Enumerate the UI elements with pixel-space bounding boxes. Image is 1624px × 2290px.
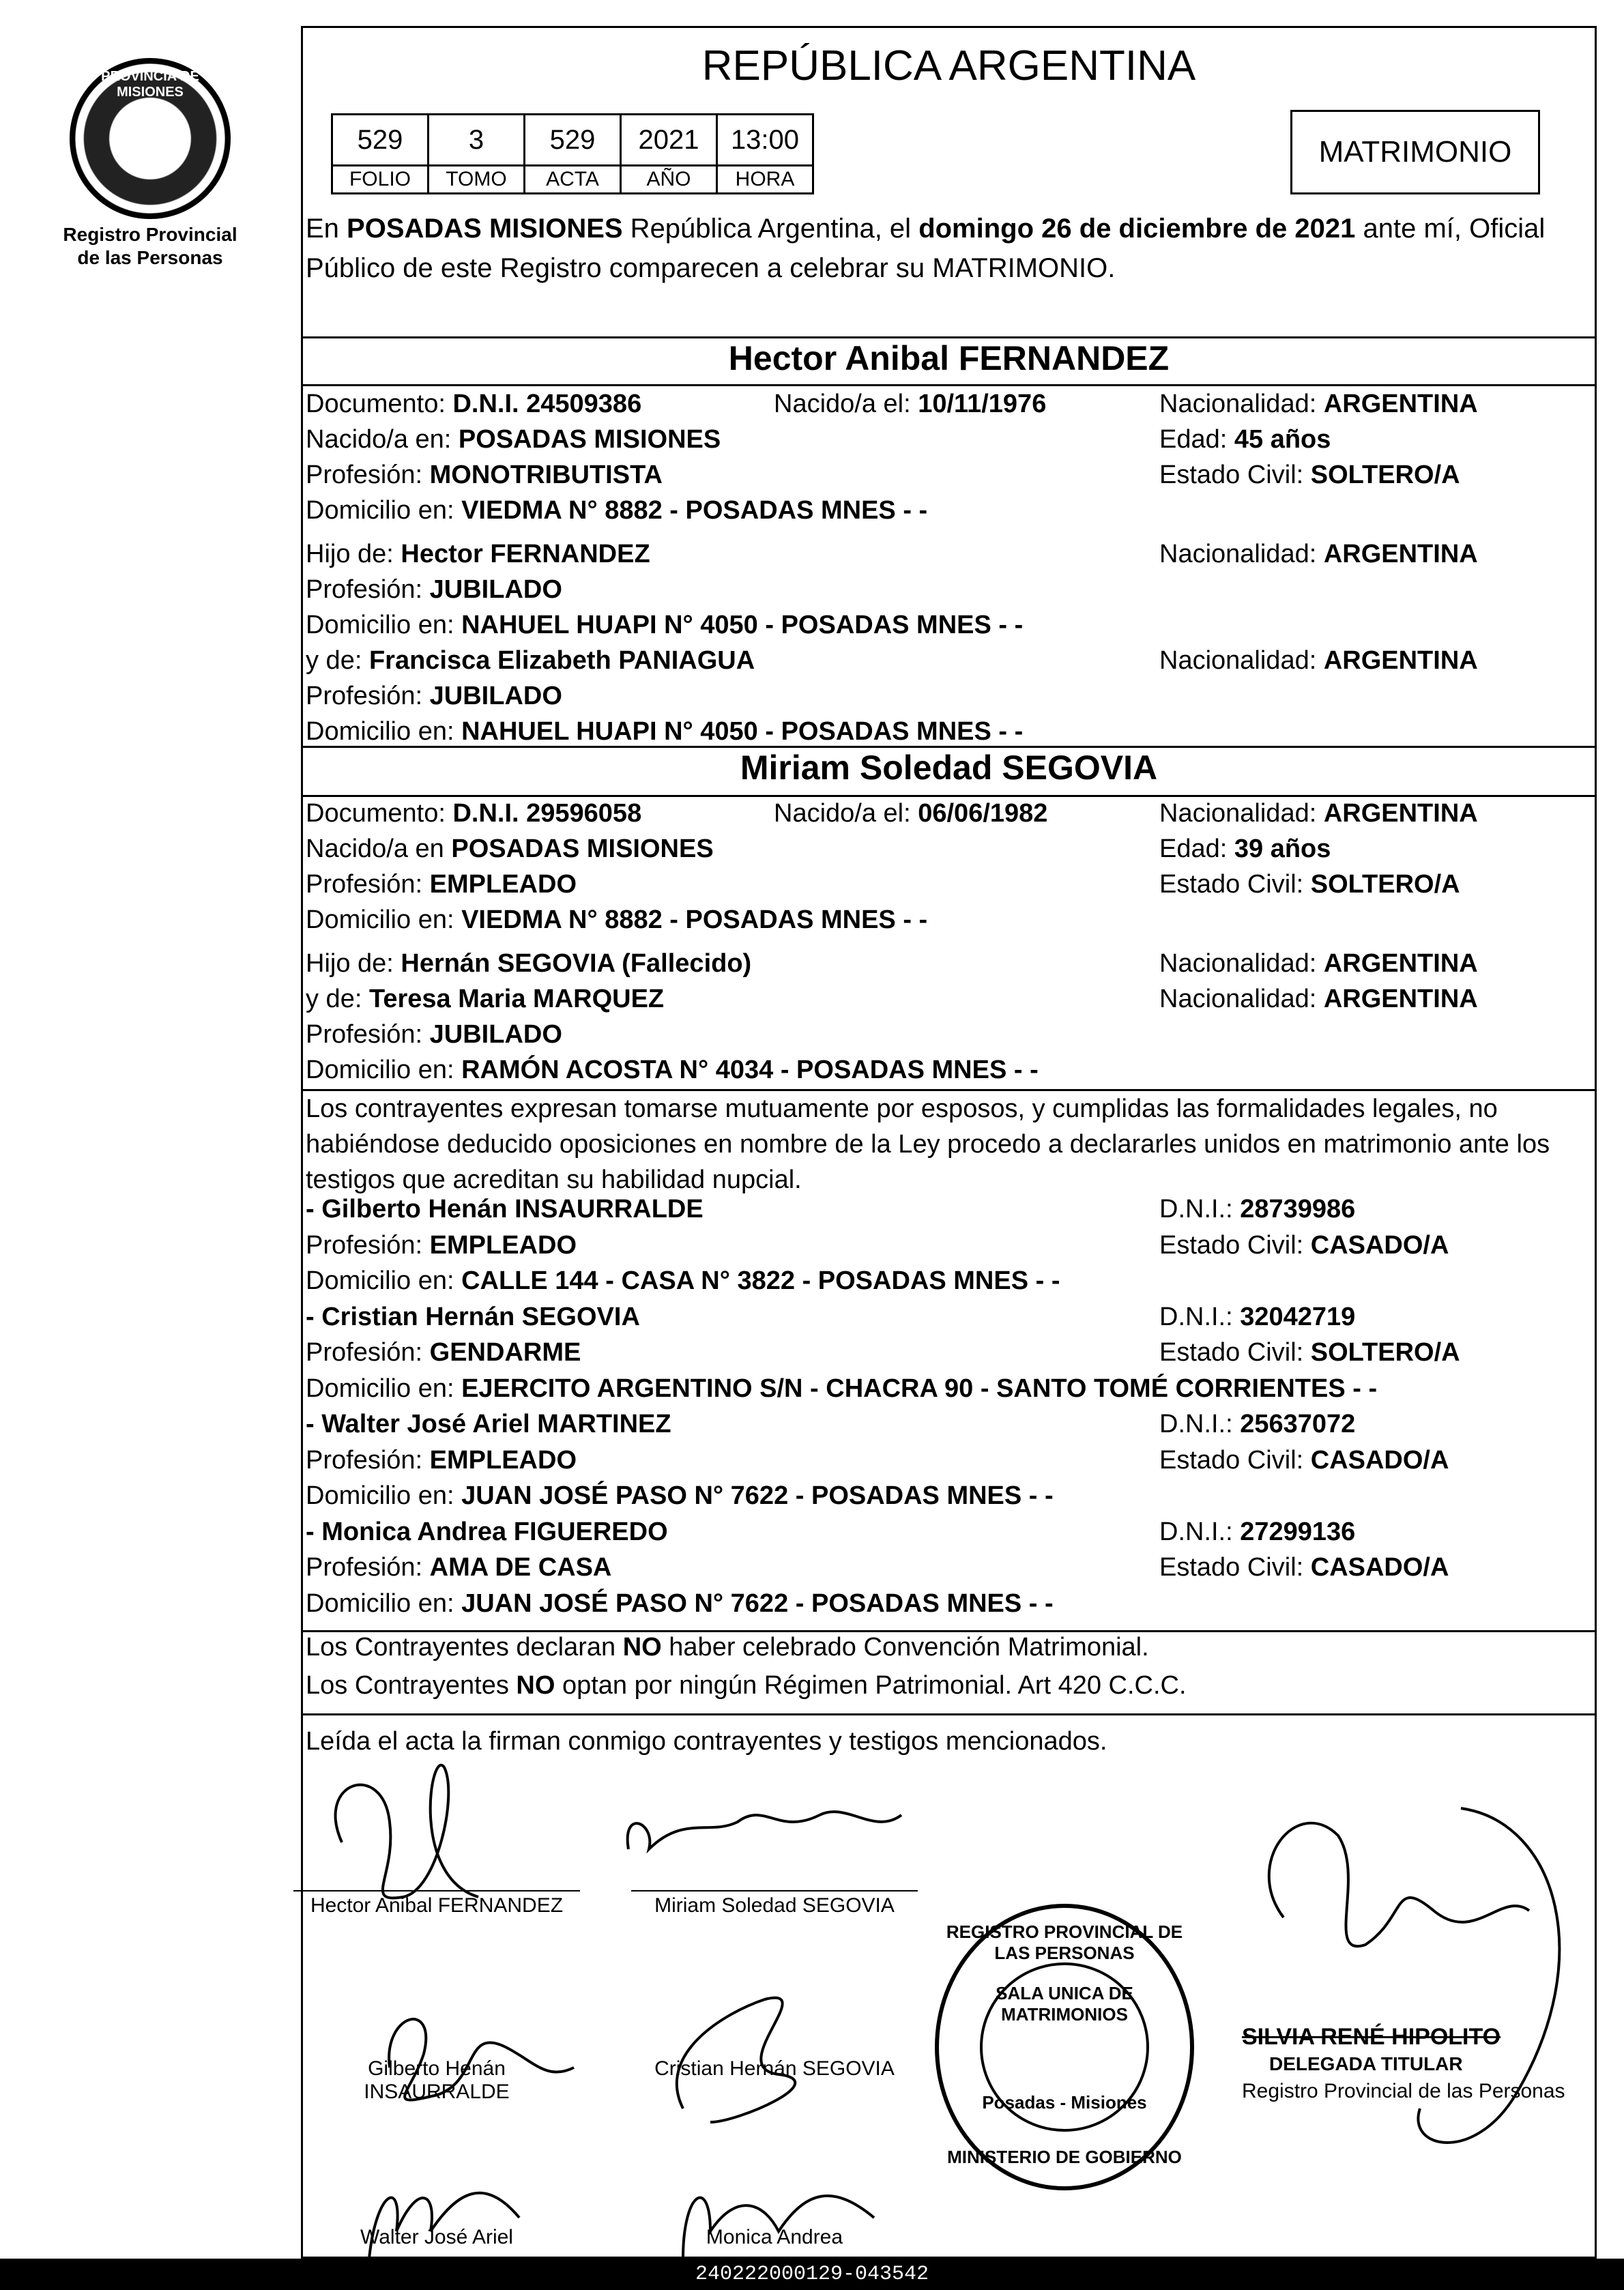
convention-text [306,1633,1149,1662]
record-value: 2021 [622,115,716,166]
field-label: Domicilio en: [306,496,462,525]
signature-name: Monica Andrea [706,2226,843,2248]
field-value: ARGENTINA [1323,799,1478,828]
field-label: Estado Civil: [1159,1445,1311,1475]
field-value: JUAN JOSÉ PASO N° 7622 - POSADAS MNES - - [461,1481,1054,1510]
stamp-city: Posadas - Misiones [982,2092,1147,2113]
signature-caption-witness-4 [631,2226,918,2249]
official-name: SILVIA RENÉ HIPOLITO [1242,2024,1501,2050]
field-value: EMPLEADO [429,1445,577,1475]
groom-row-right [1159,540,1478,569]
divider [303,384,1595,386]
witness-dni [1159,1303,1355,1332]
field-value: CALLE 144 - CASA N° 3822 - POSADAS MNES - - [461,1266,1060,1295]
record-label: AÑO [646,168,691,190]
field-label: Profesión: [306,1230,430,1260]
record-label: FOLIO [349,168,411,190]
bride-row [306,949,751,979]
field-value: VIEDMA N° 8882 - POSADAS MNES - - [461,905,928,934]
field-value: 10/11/1976 [918,390,1047,418]
signature-line [631,1890,918,1892]
witness-dni [1159,1195,1355,1224]
bride-row [306,835,714,864]
field-label: D.N.I.: [1159,1410,1241,1438]
official-block [1242,2023,1565,2105]
field-value: NAHUEL HUAPI N° 4050 - POSADAS MNES - - [461,717,1024,746]
logo-caption [61,223,239,270]
field-value: CASADO/A [1310,1553,1449,1582]
bride-row [306,985,664,1014]
record-value: 529 [525,115,620,166]
record-box [620,113,718,194]
field-value: ARGENTINA [1323,646,1478,675]
signature-bride [628,1812,901,1849]
intro-date: domingo 26 de diciembre de 2021 [918,214,1356,244]
bride-name: Miriam Soledad SEGOVIA [740,749,1158,787]
field-value: ARGENTINA [1323,949,1478,978]
field-value: ARGENTINA [1323,390,1478,418]
field-value: Hernán SEGOVIA (Fallecido) [401,949,752,978]
groom-row [306,461,663,490]
field-value: - Cristian Hernán SEGOVIA [306,1302,640,1331]
groom-row [306,425,721,454]
document-code-bar: 240222000129-043542 [0,2259,1624,2290]
field-label: Nacido/a el: [774,390,918,418]
closing-text: Leída el acta la firman conmigo contrayentes y testigos mencionados. [306,1727,1107,1756]
field-value: POSADAS MISIONES [451,835,714,863]
witness-dni [1159,1410,1355,1439]
field-label: Nacionalidad: [1159,949,1324,978]
intro-place: POSADAS MISIONES [347,214,623,244]
bride-row [306,1056,1039,1085]
groom-row-right [1159,425,1331,454]
field-label: Domicilio en: [306,717,462,746]
stamp-inner-text: SALA UNICA DE MATRIMONIOS [996,1983,1133,2025]
groom-row [306,611,1023,640]
field-label: Profesión: [306,461,430,489]
field-label: Documento: [306,799,453,828]
bride-row [306,1020,562,1049]
witness-profession [306,1231,577,1260]
field-value: Hector FERNANDEZ [401,540,650,568]
regime-text [306,1671,1187,1700]
record-label: TOMO [446,168,507,190]
field-value: CASADO/A [1310,1445,1449,1475]
record-box [331,113,429,194]
record-type-box: MATRIMONIO [1290,110,1540,194]
seal-text: PROVINCIA DE MISIONES [101,69,199,100]
registry-logo [61,58,239,270]
witness-address [306,1374,1377,1404]
witness-civil-status [1159,1338,1460,1367]
signature-name: Gilberto Henán [368,2057,506,2080]
field-value: 32042719 [1240,1302,1356,1331]
field-label: Nacionalidad: [1159,540,1324,568]
field-value: GENDARME [429,1338,581,1367]
regime-no: NO [516,1671,555,1700]
official-role: DELEGADA TITULAR [1269,2053,1463,2074]
stamp-bottom-text: MINISTERIO DE GOBIERNO [947,2147,1182,2167]
groom-row-birthdate [774,390,1046,419]
groom-row [306,496,927,525]
field-value: EMPLEADO [429,1230,577,1260]
field-value: SOLTERO/A [1310,1338,1460,1367]
field-label: Profesión: [306,1338,430,1367]
divider [303,1713,1595,1715]
field-label: y de: [306,985,369,1013]
field-value: 25637072 [1240,1410,1356,1438]
field-label: Documento: [306,390,453,418]
groom-row-right [1159,461,1460,490]
field-value: - Gilberto Henán INSAURRALDE [306,1195,704,1223]
field-label: Nacionalidad: [1159,646,1324,675]
logo-caption-line-1: Registro Provincial [63,224,237,245]
field-label: Profesión: [306,1553,430,1582]
field-label: Profesión: [306,1020,430,1049]
witness-profession [306,1446,577,1475]
bride-row-right [1159,870,1460,899]
field-value: RAMÓN ACOSTA N° 4034 - POSADAS MNES - - [461,1056,1039,1084]
bride-row [306,799,641,828]
signature-caption-witness-2 [631,2057,918,2081]
witness-civil-status [1159,1231,1449,1260]
field-value: D.N.I. 29596058 [452,799,642,828]
witness-name [306,1303,640,1332]
field-value: SOLTERO/A [1310,461,1460,489]
signature-official [1269,1823,1529,1947]
bride-row [306,905,927,935]
record-box [427,113,525,194]
field-value: JUBILADO [429,1020,562,1049]
signature-line [293,1890,580,1892]
field-label: Nacido/a el: [774,799,918,828]
intro-text: ante mí, Oficial Público de este Registro comparecen a celebrar su MATRIMONIO. [306,214,1546,283]
field-value: 45 años [1234,425,1331,454]
record-label: HORA [735,168,795,190]
field-value: Francisca Elizabeth PANIAGUA [368,646,755,675]
field-label: Profesión: [306,870,430,899]
field-value: D.N.I. 24509386 [452,390,642,418]
signature-name: INSAURRALDE [364,2081,510,2103]
signature-groom [336,1765,478,1898]
field-value: SOLTERO/A [1310,870,1460,899]
bride-row [306,870,577,899]
field-value: 06/06/1982 [918,799,1048,828]
field-label: Hijo de: [306,540,401,568]
field-label: D.N.I.: [1159,1302,1241,1331]
groom-row [306,646,755,676]
groom-row-right [1159,390,1478,419]
signature-caption-groom [293,1890,580,1917]
bride-row-right [1159,949,1478,979]
bride-row-right [1159,799,1478,828]
field-label: Estado Civil: [1159,870,1311,899]
field-value: EMPLEADO [429,870,577,899]
field-label: Nacido/a en [306,835,452,863]
groom-row [306,575,562,605]
field-label: Domicilio en: [306,905,462,934]
field-label: Profesión: [306,1445,430,1475]
intro-text: República Argentina, el [622,214,919,244]
field-label: Domicilio en: [306,1374,462,1403]
signature-caption-bride [631,1890,918,1917]
witness-profession [306,1553,611,1582]
record-label: ACTA [546,168,599,190]
record-value: 13:00 [718,115,812,166]
field-label: D.N.I.: [1159,1195,1241,1223]
bride-row-right [1159,985,1478,1014]
field-label: D.N.I.: [1159,1517,1241,1546]
field-value: Teresa Maria MARQUEZ [368,985,665,1013]
signature-caption-witness-3 [293,2226,580,2249]
convention-post: haber celebrado Convención Matrimonial. [661,1633,1149,1662]
field-value: - Walter José Ariel MARTINEZ [306,1410,671,1438]
field-label: Domicilio en: [306,1589,462,1618]
witness-address [306,1589,1054,1619]
divider [303,795,1595,797]
field-label: Estado Civil: [1159,461,1311,489]
field-value: - Monica Andrea FIGUEREDO [306,1517,668,1546]
province-seal-icon [70,58,231,219]
field-label: Estado Civil: [1159,1230,1311,1260]
field-value: EJERCITO ARGENTINO S/N - CHACRA 90 - SANTO TOMÉ CORRIENTES - - [461,1374,1378,1403]
field-label: Edad: [1159,835,1234,863]
record-box [716,113,814,194]
logo-caption-line-2: de las Personas [77,247,223,268]
witness-address [306,1481,1054,1511]
witness-name [306,1518,668,1547]
groom-row-right [1159,646,1478,676]
field-value: JUBILADO [429,575,562,604]
signature-name: Hector Anibal FERNANDEZ [310,1894,564,1917]
field-value: 39 años [1234,835,1331,863]
field-value: AMA DE CASA [429,1553,612,1582]
field-value: ARGENTINA [1323,540,1478,568]
field-label: Profesión: [306,575,430,604]
witness-address [306,1266,1060,1296]
field-label: Domicilio en: [306,1481,462,1510]
groom-name: Hector Anibal FERNANDEZ [728,339,1170,377]
stamp-outer-text: REGISTRO PROVINCIAL DE LAS PERSONAS [946,1922,1183,1963]
field-value: CASADO/A [1310,1230,1449,1260]
intro-paragraph [306,209,1588,288]
groom-row [306,390,641,419]
field-value: VIEDMA N° 8882 - POSADAS MNES - - [461,496,928,525]
field-label: Estado Civil: [1159,1553,1311,1582]
record-box [523,113,622,194]
document-title: REPÚBLICA ARGENTINA [701,42,1196,89]
field-label: Profesión: [306,682,430,710]
registry-stamp [935,1904,1194,2190]
field-value: MONOTRIBUTISTA [429,461,663,489]
field-label: Nacionalidad: [1159,985,1324,1013]
official-office: Registro Provincial de las Personas [1242,2080,1565,2102]
field-label: Edad: [1159,425,1234,454]
field-label: Nacido/a en: [306,425,459,454]
groom-row [306,682,562,711]
field-value: 27299136 [1240,1517,1356,1546]
bride-row-birthdate [774,799,1047,828]
field-value: NAHUEL HUAPI N° 4050 - POSADAS MNES - - [461,611,1024,639]
field-label: Domicilio en: [306,1266,462,1295]
witness-name [306,1195,704,1224]
field-label: y de: [306,646,369,675]
field-value: JUBILADO [429,682,562,710]
signature-name: Walter José Ariel [360,2226,513,2248]
record-value: 529 [333,115,427,166]
witness-dni [1159,1518,1355,1547]
field-label: Hijo de: [306,949,401,978]
witness-profession [306,1338,581,1367]
record-value: 3 [429,115,523,166]
field-value: JUAN JOSÉ PASO N° 7622 - POSADAS MNES - - [461,1589,1054,1618]
witness-civil-status [1159,1446,1449,1475]
record-boxes [333,113,814,194]
convention-no: NO [622,1633,662,1662]
groom-row [306,540,650,569]
field-value: ARGENTINA [1323,985,1478,1013]
declaration-text: Los contrayentes expresan tomarse mutuamente por esposos, y cumplidas las formalidades legales, no habiéndose deducido oposiciones en nombre de la Ley procedo a declararles unidos en matrimonio ante los testigos que acreditan su habilidad nupcial. [306,1095,1550,1194]
field-label: Estado Civil: [1159,1338,1311,1367]
signature-name: Miriam Soledad SEGOVIA [654,1894,895,1917]
divider [303,1630,1595,1632]
witness-name [306,1410,671,1439]
field-value: 28739986 [1240,1195,1356,1223]
field-value: POSADAS MISIONES [458,425,721,454]
intro-text: En [306,214,347,244]
bride-row-right [1159,835,1331,864]
field-label: Domicilio en: [306,1056,462,1084]
field-label: Nacionalidad: [1159,799,1324,828]
groom-row [306,717,1023,747]
field-label: Domicilio en: [306,611,462,639]
signature-name: Cristian Hernán SEGOVIA [654,2057,895,2080]
witness-civil-status [1159,1553,1449,1582]
regime-post: optan por ningún Régimen Patrimonial. Art 420 C.C.C. [555,1671,1187,1700]
signature-caption-witness-1 [293,2057,580,2104]
convention-pre: Los Contrayentes declaran [306,1633,623,1662]
regime-pre: Los Contrayentes [306,1671,517,1700]
field-label: Nacionalidad: [1159,390,1324,418]
